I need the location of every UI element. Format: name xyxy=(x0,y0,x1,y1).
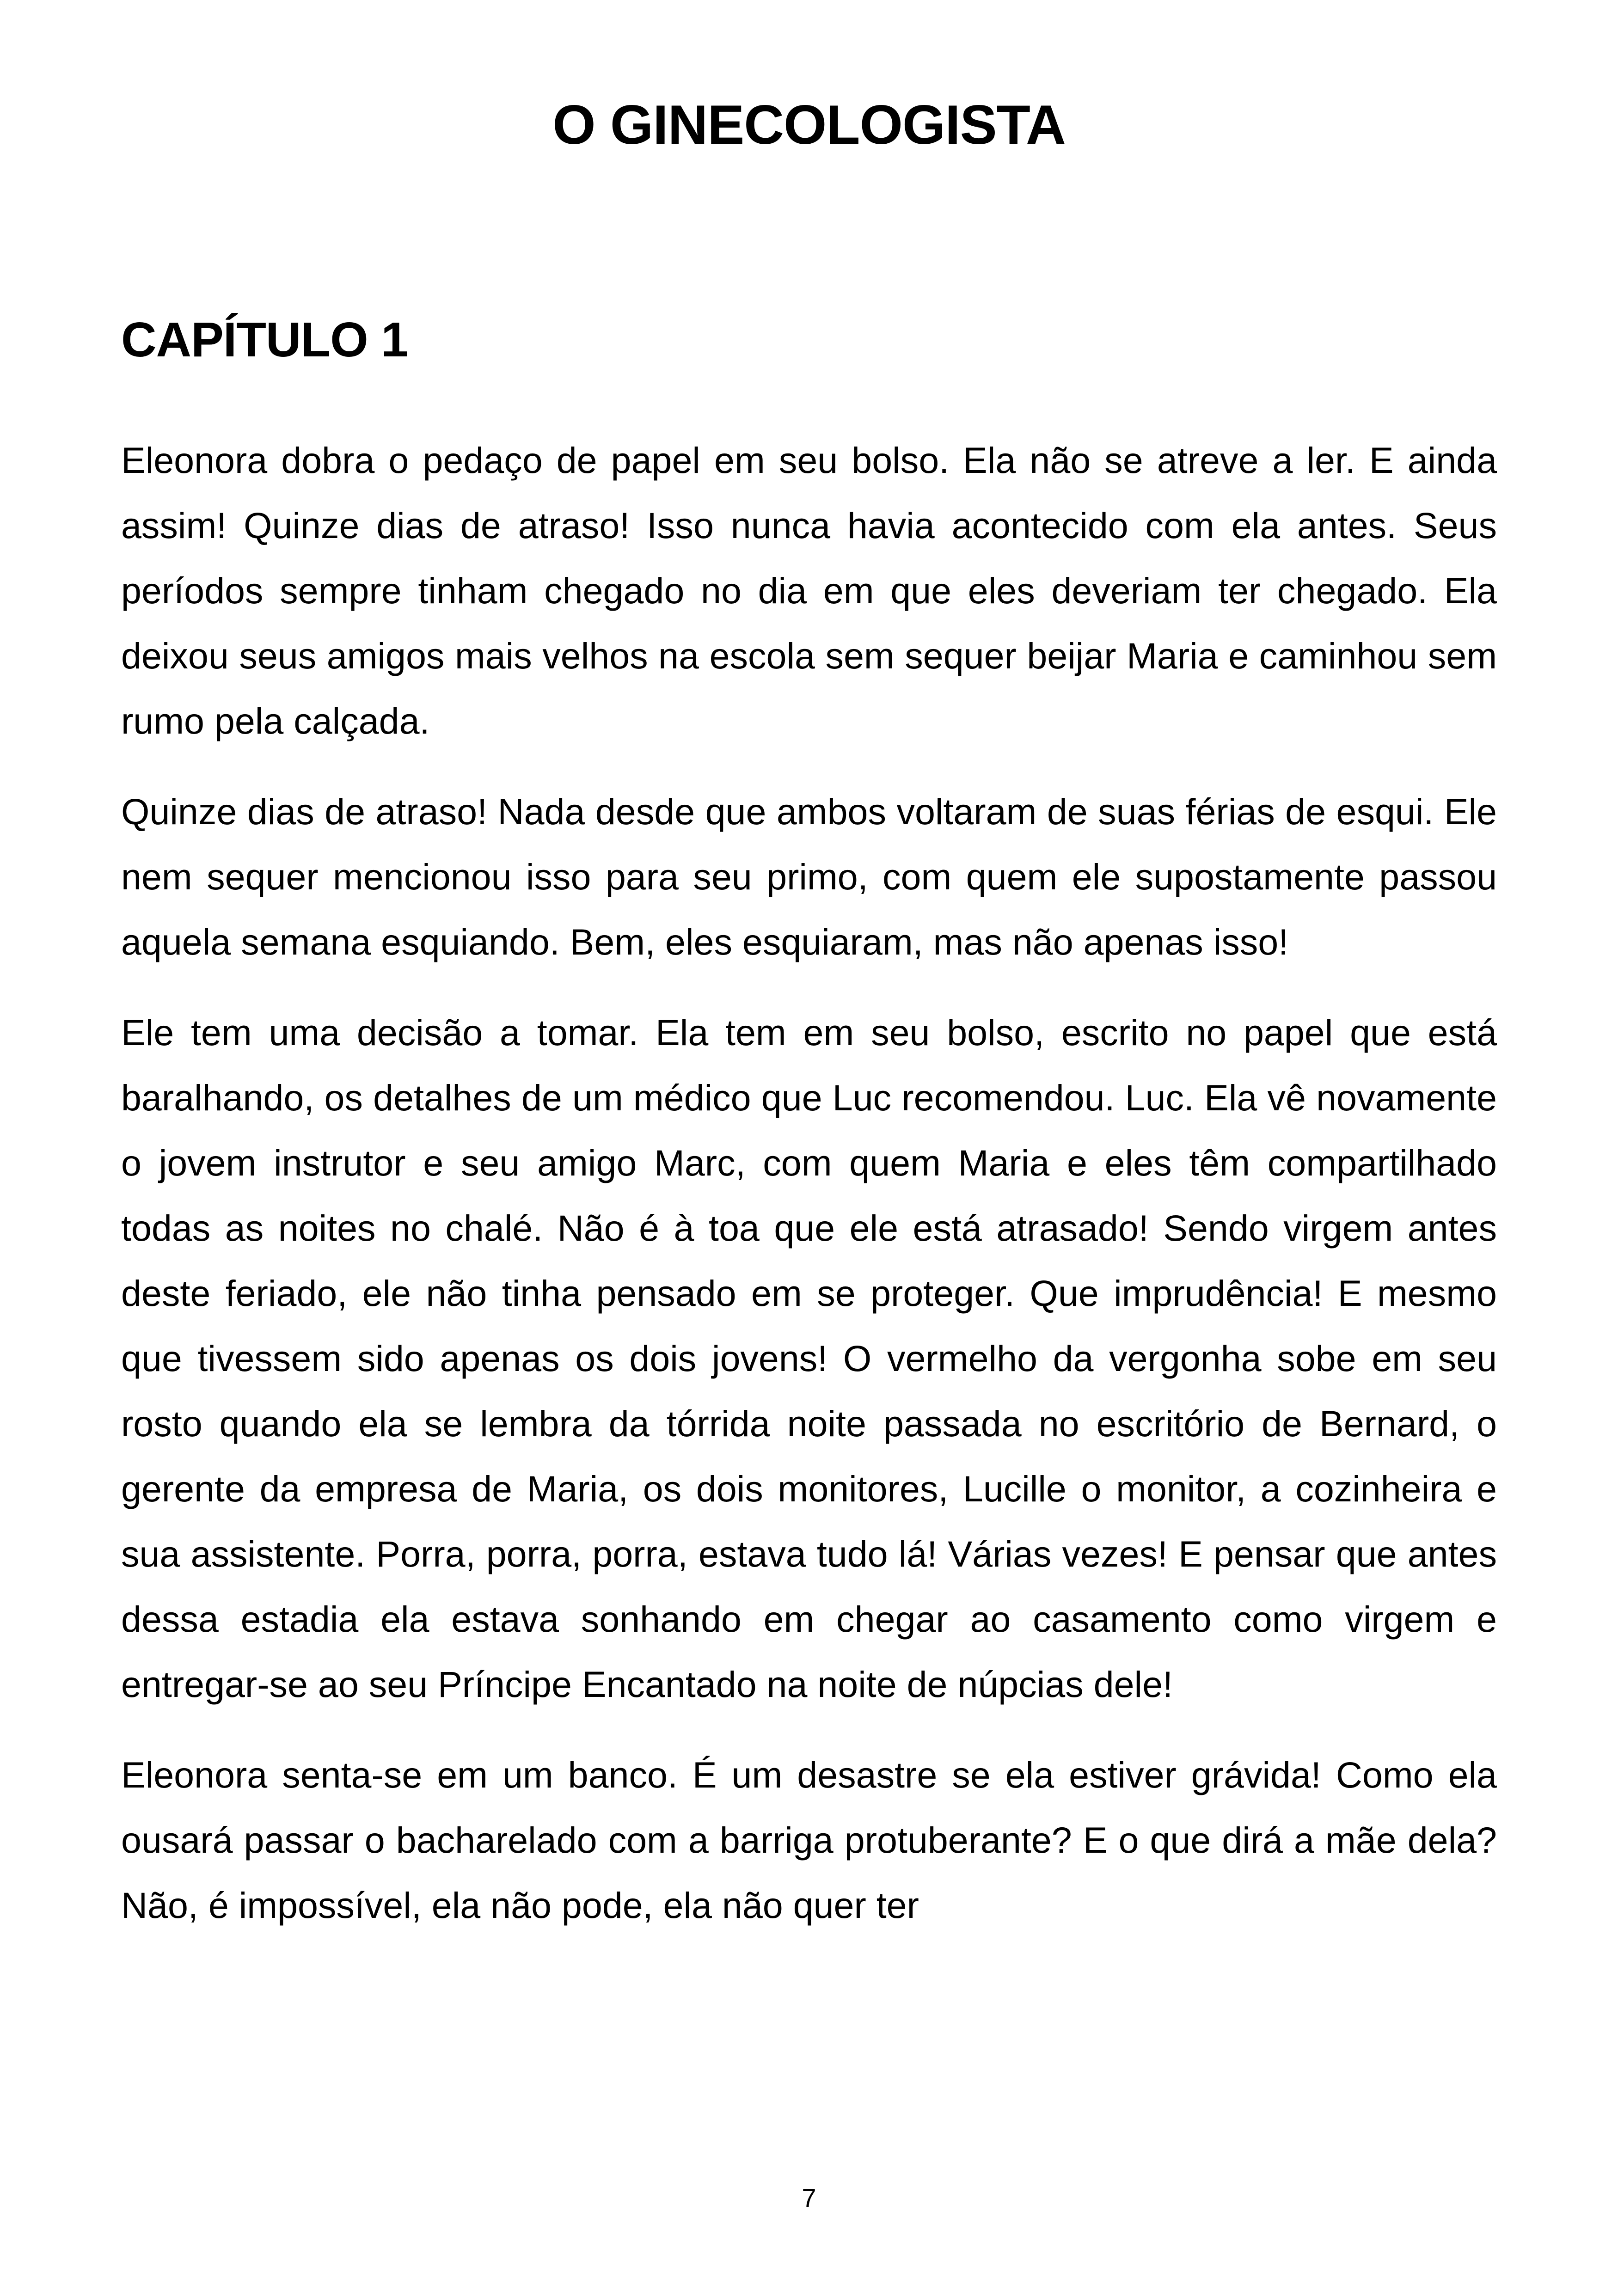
chapter-body xyxy=(121,428,1497,1963)
chapter-title: CAPÍTULO 1 xyxy=(121,312,408,367)
page-number: 7 xyxy=(802,2183,816,2212)
book-title: O GINECOLOGISTA xyxy=(552,94,1066,156)
paragraph-3: Ele tem uma decisão a tomar. Ela tem em seu bolso, escrito no papel que está baralhando, os detalhes de um médico que Luc recomendou. Luc. Ela vê novamente o jovem instrutor e seu amigo Marc, com quem Maria e eles têm compartilhado todas as noites no chalé. Não é à toa que ele está atrasado! Sendo virgem antes deste feriado, ele não tinha pensado em se proteger. Que imprudência! E mesmo que tivessem sido apenas os dois jovens! O vermelho da vergonha sobe em seu rosto quando ela se lembra da tórrida noite passada no escritório de Bernard, o gerente da empresa de Maria, os dois monitores, Lucille o monitor, a cozinheira e sua assistente. Porra, porra, porra, estava tudo lá! Várias vezes! E pensar que antes dessa estadia ela estava sonhando em chegar ao casamento como virgem e entregar-se ao seu Príncipe Encantado na noite de núpcias dele! xyxy=(121,1012,1497,1705)
paragraph-2: Quinze dias de atraso! Nada desde que ambos voltaram de suas férias de esqui. Ele nem sequer mencionou isso para seu primo, com quem ele supostamente passou aquela semana esquiando. Bem, eles esquiaram, mas não apenas isso! xyxy=(121,791,1497,962)
paragraph-1: Eleonora dobra o pedaço de papel em seu bolso. Ela não se atreve a ler. E ainda assim! Quinze dias de atraso! Isso nunca havia acontecido com ela antes. Seus períodos sempre tinham chegado no dia em que eles deveriam ter chegado. Ela deixou seus amigos mais velhos na escola sem sequer beijar Maria e caminhou sem rumo pela calçada. xyxy=(121,440,1497,741)
paragraph-4: Eleonora senta-se em um banco. É um desastre se ela estiver grávida! Como ela ousará passar o bacharelado com a barriga protuberante? E o que dirá a mãe dela? Não, é impossível, ela não pode, ela não quer ter xyxy=(121,1754,1497,1926)
